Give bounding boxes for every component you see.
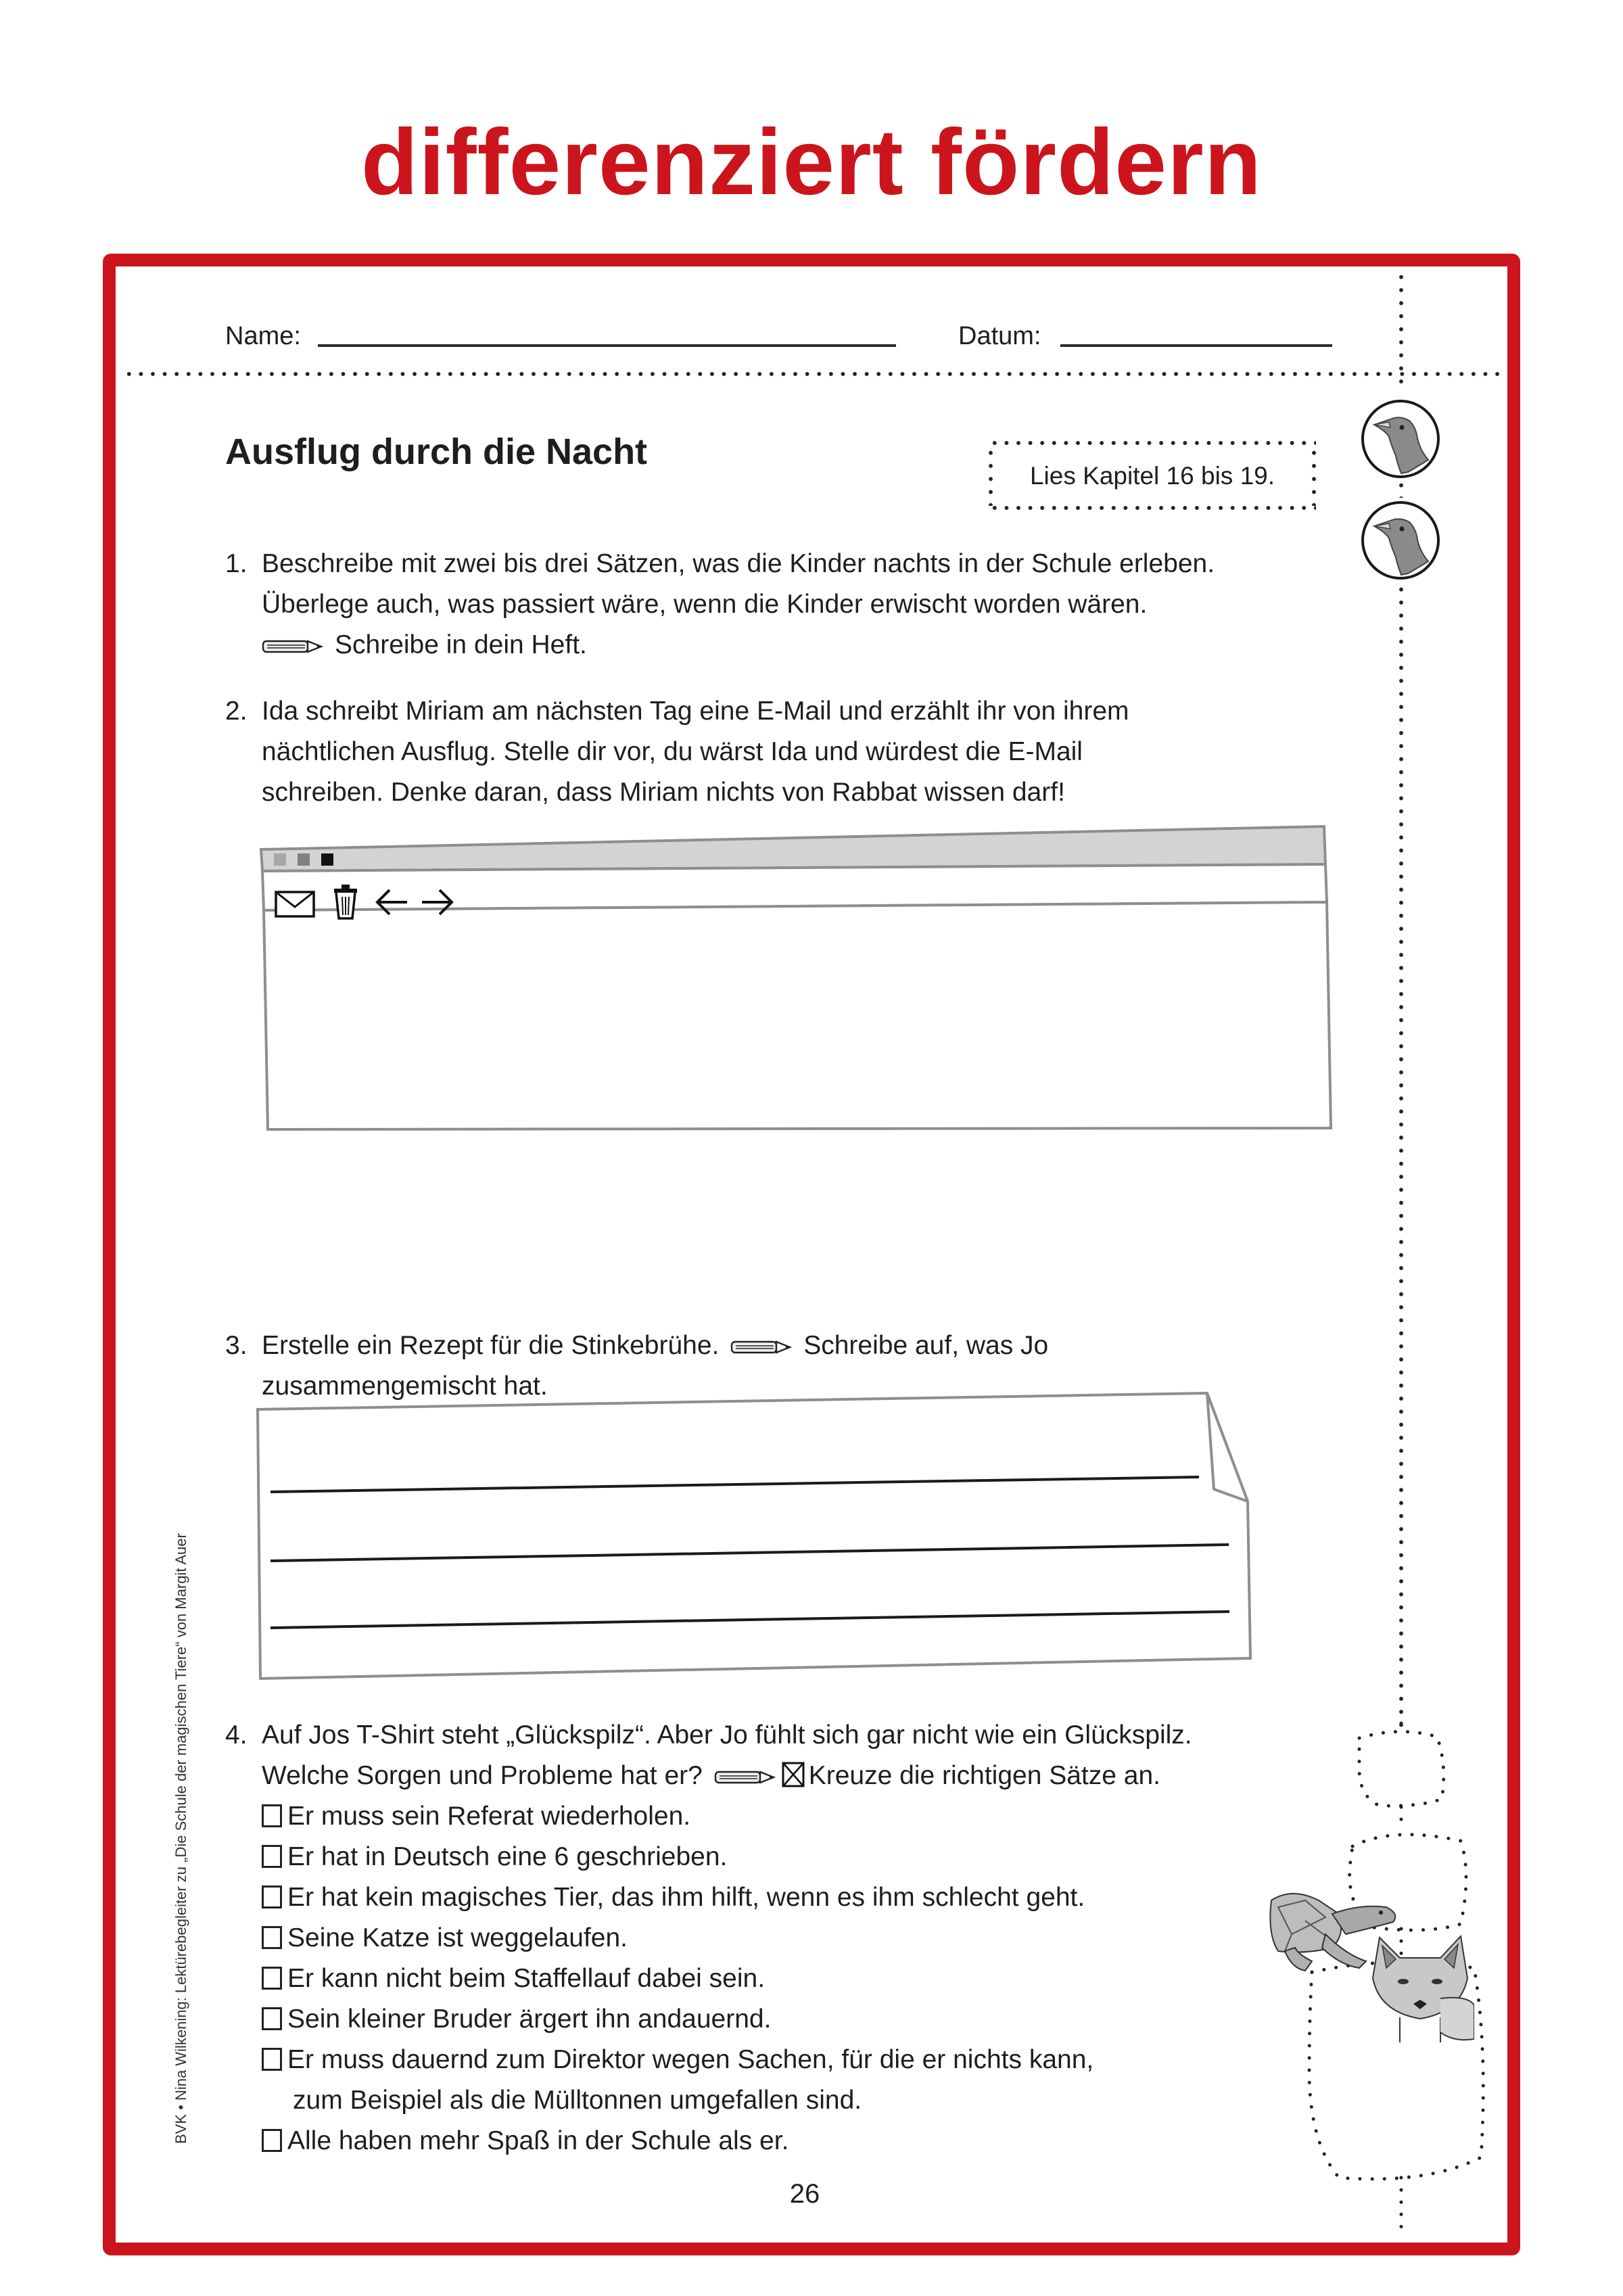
- checkbox-option[interactable]: [262, 1877, 1085, 1918]
- arrow-left-icon[interactable]: [373, 887, 410, 917]
- option-text: Seine Katze ist weggelaufen.: [287, 1923, 628, 1952]
- recipe-line-input[interactable]: [274, 1591, 1223, 1624]
- task-text-line: nächtlichen Ausflug. Stelle dir vor, du wärst Ida und würdest die E-Mail: [262, 737, 1083, 766]
- task-text-line: Beschreibe mit zwei bis drei Sätzen, was die Kinder nachts in der Schule erleben.: [262, 549, 1215, 578]
- task-text-line: [262, 1756, 1160, 1796]
- task-text: Kreuze die richtigen Sätze an.: [808, 1761, 1160, 1790]
- task-text: Erstelle ein Rezept für die Stinkebrühe.: [262, 1331, 720, 1360]
- checkbox-option[interactable]: [262, 2040, 1093, 2080]
- reading-hint-box: [989, 441, 1316, 510]
- arrow-right-icon[interactable]: [419, 887, 456, 917]
- checkbox[interactable]: [262, 1885, 282, 1908]
- task-text-line: Ida schreibt Miriam am nächsten Tag eine E-Mail und erzählt ihr von ihrem: [262, 697, 1129, 726]
- side-credit: BVK • Nina Wilkening: Lektürebegleiter zu „Die Schule der magischen Tiere“ von Margit Auer: [172, 1533, 189, 2144]
- checkbox[interactable]: [262, 1845, 282, 1868]
- pencil-icon: [714, 1769, 779, 1785]
- dotted-path-top: [1399, 271, 1403, 392]
- checkbox-option[interactable]: [262, 1959, 765, 1999]
- checkbox-option[interactable]: [262, 1918, 628, 1959]
- task-text: Schreibe auf, was Jo: [803, 1331, 1049, 1360]
- bird-head-icon: [1359, 398, 1442, 480]
- page-title: differenziert fördern: [360, 110, 1263, 214]
- dotted-path-main: [1399, 583, 1403, 1733]
- name-underline: [318, 344, 896, 347]
- hint-border-top: [989, 441, 1316, 445]
- option-text: Er muss sein Referat wiederholen.: [287, 1802, 691, 1831]
- bird-head-icon: [1359, 499, 1442, 582]
- date-underline: [1060, 344, 1332, 347]
- task-number: 4.: [225, 1720, 248, 1750]
- checkbox[interactable]: [262, 1967, 282, 1990]
- name-label: Name:: [225, 322, 301, 350]
- name-value: [318, 331, 896, 352]
- task-text-line: Überlege auch, was passiert wäre, wenn die Kinder erwischt worden wären.: [262, 590, 1148, 619]
- option-text: Sein kleiner Bruder ärgert ihn andauernd.: [287, 2005, 772, 2034]
- task-instruction: [262, 625, 587, 665]
- checkbox-option[interactable]: [262, 1999, 771, 2040]
- option-text-continuation: zum Beispiel als die Mülltonnen umgefallen sind.: [293, 2086, 862, 2115]
- checkbox[interactable]: [262, 2007, 282, 2030]
- task-text: Welche Sorgen und Probleme hat er?: [262, 1761, 703, 1790]
- dotted-separator: [123, 372, 1507, 376]
- task-number: 2.: [225, 697, 248, 726]
- option-text: Er hat kein magisches Tier, das ihm hilft, wenn es ihm schlecht geht.: [287, 1883, 1085, 1912]
- option-text: Er muss dauernd zum Direktor wegen Sachen, für die er nichts kann,: [287, 2045, 1094, 2074]
- task-text-line: [262, 1326, 1048, 1366]
- window-control-square[interactable]: [298, 853, 310, 866]
- checkbox[interactable]: [262, 1804, 282, 1827]
- checkbox-option[interactable]: [262, 1796, 690, 1837]
- checkbox[interactable]: [262, 1926, 282, 1949]
- option-text: Er hat in Deutsch eine 6 geschrieben.: [287, 1842, 728, 1871]
- dotted-path-between-icons: [1399, 479, 1403, 498]
- checkbox-option[interactable]: [262, 1837, 727, 1877]
- pencil-icon: [262, 638, 327, 655]
- name-field[interactable]: [318, 331, 896, 356]
- reading-hint-text: Lies Kapitel 16 bis 19.: [1029, 462, 1275, 490]
- date-label: Datum:: [958, 322, 1041, 350]
- recipe-line-input[interactable]: [274, 1454, 1196, 1488]
- fox-illustration: [1366, 1931, 1474, 2046]
- window-control-square[interactable]: [321, 853, 333, 866]
- recipe-line-input[interactable]: [274, 1523, 1223, 1557]
- checkbox-option[interactable]: [262, 2121, 789, 2161]
- envelope-icon[interactable]: [274, 888, 316, 920]
- date-value: [1060, 331, 1332, 352]
- email-body-input[interactable]: [270, 918, 1321, 1117]
- hint-border-bottom: [989, 506, 1316, 510]
- task-text-line: Auf Jos T-Shirt steht „Glückspilz“. Aber Jo fühlt sich gar nicht wie ein Glückspilz.: [262, 1720, 1192, 1750]
- instruction-text: Schreibe in dein Heft.: [335, 630, 587, 659]
- pencil-icon: [730, 1339, 795, 1355]
- task-text-line: schreiben. Denke daran, dass Miriam nichts von Rabbat wissen darf!: [262, 778, 1065, 807]
- worksheet-heading: Ausflug durch die Nacht: [225, 431, 648, 472]
- checkbox[interactable]: [262, 2129, 282, 2152]
- page-number: 26: [789, 2179, 820, 2209]
- checked-box-icon: [782, 1762, 805, 1787]
- task-text-line: zusammengemischt hat.: [262, 1372, 548, 1401]
- option-text: Alle haben mehr Spaß in der Schule als er.: [287, 2126, 789, 2155]
- task-number: 1.: [225, 549, 248, 578]
- window-control-square[interactable]: [274, 853, 286, 866]
- task-number: 3.: [225, 1331, 248, 1360]
- trash-icon[interactable]: [331, 883, 360, 921]
- checkbox[interactable]: [262, 2048, 282, 2071]
- option-text: Er kann nicht beim Staffellauf dabei sein.: [287, 1964, 766, 1993]
- date-field[interactable]: [1060, 331, 1332, 356]
